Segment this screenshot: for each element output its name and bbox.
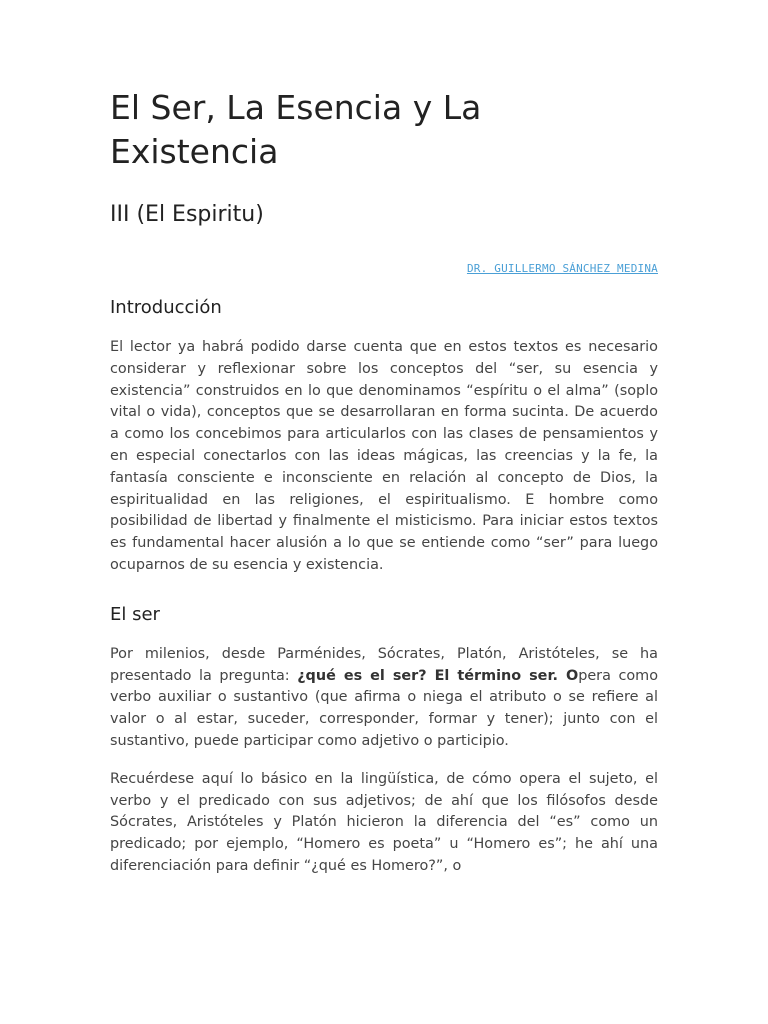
paragraph-el-ser-1	[110, 644, 658, 753]
author-link[interactable]: DR. GUILLERMO SÁNCHEZ MEDINA	[466, 262, 658, 275]
paragraph-text: pera como verbo auxiliar o sustantivo (que afirma o niega el atributo o se refiere al valor o al estar, suceder, corresponder, formar y tener); junto con el sustantivo, puede participar como adjetivo o participio.	[110, 667, 659, 749]
heading-el-ser: El ser	[110, 603, 160, 625]
paragraph-introduccion: El lector ya habrá podido darse cuenta que en estos textos es necesario considerar y reflexionar sobre los conceptos del “ser, su esencia y existencia” construidos en lo que denominamos “espíritu o el alma” (soplo vital o vida), conceptos que se desarrollaran en forma sucinta. De acuerdo a como los concebimos para articularlos con las clases de pensamientos y en especial conectarlos con las ideas mágicas, las creencias y la fe, la fantasía consciente e inconsciente en relación al concepto de Dios, la espiritualidad en las religiones, el espiritualismo. E hombre como posibilidad de libertad y finalmente el misticismo. Para iniciar estos textos es fundamental hacer alusión a lo que se entiende como “ser” para luego ocuparnos de su esencia y existencia.	[110, 339, 658, 573]
paragraph-text: Por milenios, desde Parménides, Sócrates, Platón, Aristóteles, se ha presentado la pregunta:	[110, 645, 658, 684]
bold-question: ¿qué es el ser? El término ser. O	[297, 667, 579, 684]
heading-introduccion: Introducción	[110, 297, 222, 318]
author-byline	[110, 257, 658, 273]
document-title: El Ser, La Esencia y La Existencia	[110, 88, 482, 171]
document-content	[110, 86, 658, 878]
paragraph-el-ser-2: Recuérdese aquí lo básico en la lingüística, de cómo opera el sujeto, el verbo y el predicado con sus adjetivos; de ahí que los filósofos desde Sócrates, Aristóteles y Platón hicieron la diferencia del “es” como un predicado; por ejemplo, “Homero es poeta” u “Homero es”; he ahí una diferenciación para definir “¿qué es Homero?”, o	[110, 770, 658, 874]
document-subtitle: III (El Espiritu)	[110, 202, 264, 227]
